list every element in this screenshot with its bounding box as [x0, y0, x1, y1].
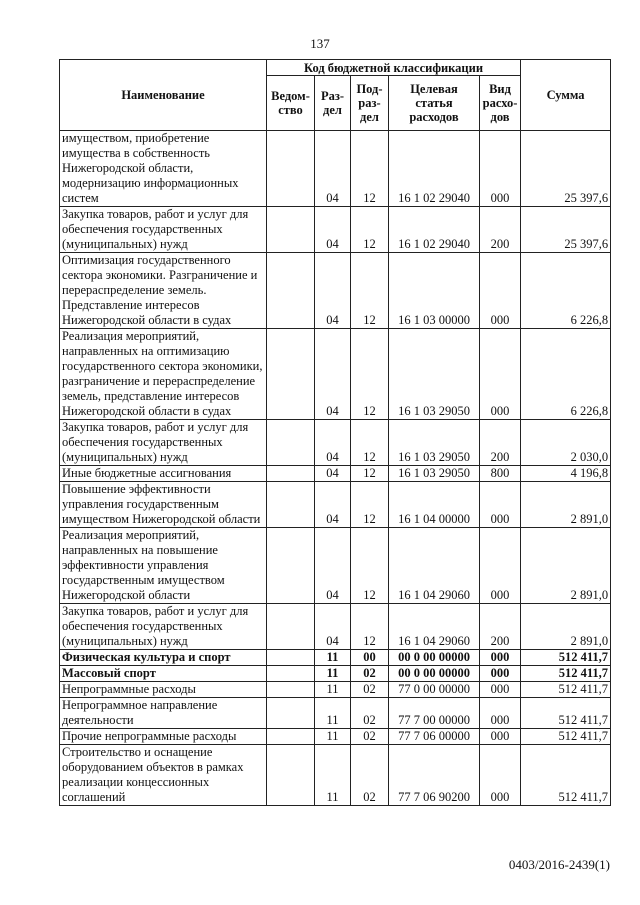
- row-vedomstvo: [267, 698, 315, 729]
- table-header: [60, 60, 611, 131]
- header-celevaya-statya: Целевая статья расходов: [389, 76, 480, 131]
- row-name: имуществом, приобретение имущества в собственность Нижегородской области, модернизацию информационных систем: [60, 131, 267, 207]
- row-vid-rashodov: 000: [480, 329, 521, 420]
- row-celevaya-statya: 16 1 04 29060: [389, 528, 480, 604]
- row-vid-rashodov: 000: [480, 131, 521, 207]
- row-sum: 2 891,0: [521, 528, 611, 604]
- row-vedomstvo: [267, 482, 315, 528]
- row-podrazdel: 02: [351, 698, 389, 729]
- row-vedomstvo: [267, 466, 315, 482]
- table-row: [60, 729, 611, 745]
- row-vid-rashodov: 000: [480, 650, 521, 666]
- row-razdel: 11: [315, 729, 351, 745]
- row-podrazdel: 02: [351, 729, 389, 745]
- row-vedomstvo: [267, 745, 315, 806]
- row-vid-rashodov: 000: [480, 729, 521, 745]
- row-sum: 512 411,7: [521, 666, 611, 682]
- row-celevaya-statya: 16 1 02 29040: [389, 207, 480, 253]
- row-celevaya-statya: 77 0 00 00000: [389, 682, 480, 698]
- row-razdel: 11: [315, 698, 351, 729]
- row-name: Оптимизация государственного сектора экономики. Разграничение и перераспределение земель. Представление интересов Нижегородской области в судах: [60, 253, 267, 329]
- row-vedomstvo: [267, 682, 315, 698]
- row-razdel: 04: [315, 207, 351, 253]
- row-vedomstvo: [267, 604, 315, 650]
- row-celevaya-statya: 77 7 06 00000: [389, 729, 480, 745]
- table-row: [60, 745, 611, 806]
- row-podrazdel: 00: [351, 650, 389, 666]
- row-sum: 512 411,7: [521, 729, 611, 745]
- row-podrazdel: 12: [351, 207, 389, 253]
- row-name: Непрограммные расходы: [60, 682, 267, 698]
- row-podrazdel: 02: [351, 745, 389, 806]
- row-name: Реализация мероприятий, направленных на повышение эффективности управления государственным имуществом Нижегородской области: [60, 528, 267, 604]
- row-podrazdel: 12: [351, 420, 389, 466]
- row-celevaya-statya: 16 1 03 29050: [389, 420, 480, 466]
- row-vedomstvo: [267, 253, 315, 329]
- row-podrazdel: 02: [351, 682, 389, 698]
- row-razdel: 11: [315, 682, 351, 698]
- row-sum: 4 196,8: [521, 466, 611, 482]
- row-celevaya-statya: 16 1 02 29040: [389, 131, 480, 207]
- row-sum: 25 397,6: [521, 207, 611, 253]
- table-body: [60, 131, 611, 806]
- row-celevaya-statya: 16 1 03 00000: [389, 253, 480, 329]
- row-razdel: 04: [315, 482, 351, 528]
- row-sum: 512 411,7: [521, 682, 611, 698]
- row-celevaya-statya: 16 1 03 29050: [389, 466, 480, 482]
- row-razdel: 04: [315, 420, 351, 466]
- row-name: Повышение эффективности управления государственным имуществом Нижегородской области: [60, 482, 267, 528]
- row-razdel: 04: [315, 329, 351, 420]
- row-celevaya-statya: 00 0 00 00000: [389, 666, 480, 682]
- row-sum: 512 411,7: [521, 745, 611, 806]
- row-razdel: 11: [315, 650, 351, 666]
- row-celevaya-statya: 16 1 04 00000: [389, 482, 480, 528]
- row-name: Строительство и оснащение оборудованием объектов в рамках реализации концессионных соглашений: [60, 745, 267, 806]
- table-row: [60, 698, 611, 729]
- row-vedomstvo: [267, 666, 315, 682]
- row-sum: 6 226,8: [521, 329, 611, 420]
- row-name: Закупка товаров, работ и услуг для обеспечения государственных (муниципальных) нужд: [60, 604, 267, 650]
- row-vid-rashodov: 000: [480, 666, 521, 682]
- row-podrazdel: 12: [351, 131, 389, 207]
- row-sum: 25 397,6: [521, 131, 611, 207]
- table-row: [60, 420, 611, 466]
- header-classification-code: Код бюджетной классификации: [267, 60, 521, 76]
- header-vid-rashodov: Вид расхо-дов: [480, 76, 521, 131]
- row-podrazdel: 12: [351, 253, 389, 329]
- row-celevaya-statya: 00 0 00 00000: [389, 650, 480, 666]
- row-vid-rashodov: 000: [480, 253, 521, 329]
- row-vid-rashodov: 000: [480, 682, 521, 698]
- table-row: [60, 682, 611, 698]
- row-vid-rashodov: 800: [480, 466, 521, 482]
- row-razdel: 04: [315, 604, 351, 650]
- header-sum: Сумма: [521, 60, 611, 131]
- row-name: Реализация мероприятий, направленных на оптимизацию государственного сектора экономики, разграничение и перераспределение земель, представление интересов Нижегородской области в судах: [60, 329, 267, 420]
- row-podrazdel: 12: [351, 604, 389, 650]
- row-celevaya-statya: 77 7 00 00000: [389, 698, 480, 729]
- row-name: Массовый спорт: [60, 666, 267, 682]
- row-vid-rashodov: 000: [480, 698, 521, 729]
- table-row: [60, 207, 611, 253]
- row-name: Закупка товаров, работ и услуг для обеспечения государственных (муниципальных) нужд: [60, 420, 267, 466]
- row-name: Физическая культура и спорт: [60, 650, 267, 666]
- table-row: [60, 253, 611, 329]
- row-sum: 512 411,7: [521, 698, 611, 729]
- header-podrazdel: Под-раз-дел: [351, 76, 389, 131]
- row-vid-rashodov: 200: [480, 207, 521, 253]
- header-razdel: Раз-дел: [315, 76, 351, 131]
- table-row: [60, 466, 611, 482]
- row-razdel: 04: [315, 131, 351, 207]
- row-vedomstvo: [267, 131, 315, 207]
- row-vedomstvo: [267, 528, 315, 604]
- row-name: Прочие непрограммные расходы: [60, 729, 267, 745]
- row-razdel: 04: [315, 466, 351, 482]
- row-razdel: 04: [315, 253, 351, 329]
- header-name: Наименование: [60, 60, 267, 131]
- row-podrazdel: 02: [351, 666, 389, 682]
- document-code: 0403/2016-2439(1): [508, 857, 610, 872]
- row-celevaya-statya: 77 7 06 90200: [389, 745, 480, 806]
- budget-table: [59, 59, 611, 806]
- row-sum: 2 030,0: [521, 420, 611, 466]
- row-sum: 2 891,0: [521, 604, 611, 650]
- header-vedomstvo: Ведом-ство: [267, 76, 315, 131]
- row-name: Непрограммное направление деятельности: [60, 698, 267, 729]
- table-row: [60, 528, 611, 604]
- row-vid-rashodov: 200: [480, 420, 521, 466]
- row-celevaya-statya: 16 1 04 29060: [389, 604, 480, 650]
- table-row: [60, 482, 611, 528]
- row-razdel: 11: [315, 666, 351, 682]
- row-vedomstvo: [267, 729, 315, 745]
- table-row: [60, 604, 611, 650]
- table-row: [60, 131, 611, 207]
- row-vedomstvo: [267, 207, 315, 253]
- page-number: 137: [310, 36, 330, 51]
- row-razdel: 04: [315, 528, 351, 604]
- row-vid-rashodov: 000: [480, 528, 521, 604]
- row-name: Закупка товаров, работ и услуг для обеспечения государственных (муниципальных) нужд: [60, 207, 267, 253]
- row-razdel: 11: [315, 745, 351, 806]
- table-row: [60, 650, 611, 666]
- row-vedomstvo: [267, 329, 315, 420]
- row-vedomstvo: [267, 420, 315, 466]
- row-sum: 512 411,7: [521, 650, 611, 666]
- row-podrazdel: 12: [351, 466, 389, 482]
- row-celevaya-statya: 16 1 03 29050: [389, 329, 480, 420]
- row-vedomstvo: [267, 650, 315, 666]
- row-name: Иные бюджетные ассигнования: [60, 466, 267, 482]
- row-podrazdel: 12: [351, 329, 389, 420]
- row-vid-rashodov: 200: [480, 604, 521, 650]
- table-row: [60, 329, 611, 420]
- row-podrazdel: 12: [351, 528, 389, 604]
- row-sum: 6 226,8: [521, 253, 611, 329]
- row-vid-rashodov: 000: [480, 745, 521, 806]
- table-row: [60, 666, 611, 682]
- row-sum: 2 891,0: [521, 482, 611, 528]
- row-vid-rashodov: 000: [480, 482, 521, 528]
- row-podrazdel: 12: [351, 482, 389, 528]
